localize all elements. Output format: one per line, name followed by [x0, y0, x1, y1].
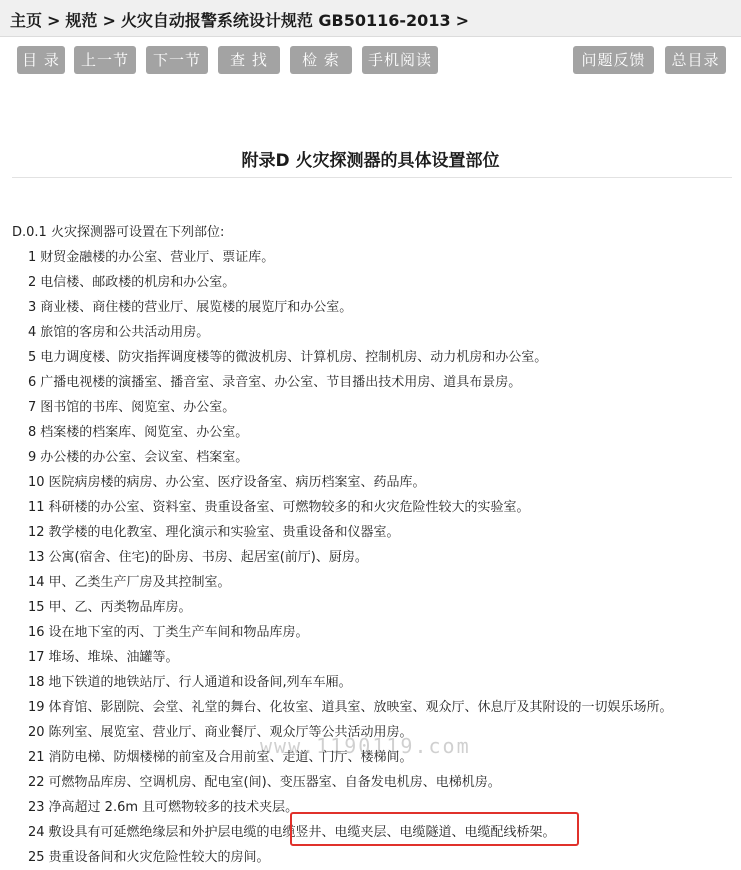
list-item-number: 19: [28, 700, 45, 715]
list-item-number: 23: [28, 800, 45, 815]
list-item-text: 财贸金融楼的办公室、营业厅、票证库。: [40, 250, 275, 265]
top-bar: [0, 0, 741, 37]
list-item-text: 消防电梯、防烟楼梯的前室及合用前室、走道、门厅、楼梯间。: [48, 750, 413, 765]
list-item-text: 设在地下室的丙、丁类生产车间和物品库房。: [48, 625, 309, 640]
list-item-text: 医院病房楼的病房、办公室、医疗设备室、病历档案室、药品库。: [48, 475, 426, 490]
list-item-number: 17: [28, 650, 45, 665]
list-item-number: 15: [28, 600, 45, 615]
list-item: [12, 470, 732, 495]
breadcrumb-document-link[interactable]: 火灾自动报警系统设计规范 GB50116-2013: [120, 11, 451, 30]
breadcrumb-separator: >: [102, 11, 116, 30]
list-item-number: 24: [28, 825, 45, 840]
list-item: [12, 445, 732, 470]
clause-intro: D.0.1 火灾探测器可设置在下列部位:: [12, 225, 225, 240]
list-item-number: 8: [28, 425, 37, 440]
breadcrumb-separator: >: [455, 11, 469, 30]
list-item: [12, 245, 732, 270]
article-content: [12, 220, 732, 870]
watermark: www.1190119.com: [260, 734, 471, 758]
list-item: [12, 420, 732, 445]
list-item: [12, 295, 732, 320]
toolbar: [0, 46, 741, 76]
list-item-text: 净高超过 2.6m 且可燃物较多的技术夹层。: [48, 800, 299, 815]
highlight-box: [290, 812, 579, 846]
master-toc-button[interactable]: 总目录: [665, 46, 726, 74]
list-item: [12, 595, 732, 620]
list-item-number: 13: [28, 550, 45, 565]
list-item-number: 3: [28, 300, 37, 315]
breadcrumb: [10, 8, 474, 31]
list-item: [12, 570, 732, 595]
list-item: [12, 670, 732, 695]
list-item: [12, 770, 732, 795]
list-item: [12, 645, 732, 670]
list-item-text: 甲、乙类生产厂房及其控制室。: [48, 575, 231, 590]
list-item-number: 21: [28, 750, 45, 765]
list-item: [12, 545, 732, 570]
breadcrumb-home-link[interactable]: 主页: [10, 11, 43, 30]
next-section-button[interactable]: 下一节: [146, 46, 208, 74]
list-item: [12, 320, 732, 345]
list-item-number: 4: [28, 325, 37, 340]
list-item-number: 20: [28, 725, 45, 740]
item-list: [12, 245, 732, 870]
page-title: 附录D 火灾探测器的具体设置部位: [241, 151, 500, 171]
search-button[interactable]: 检 索: [290, 46, 352, 74]
list-item: [12, 345, 732, 370]
list-item-number: 18: [28, 675, 45, 690]
list-item-number: 12: [28, 525, 45, 540]
list-item: [12, 495, 732, 520]
breadcrumb-separator: >: [47, 11, 61, 30]
list-item-number: 16: [28, 625, 45, 640]
breadcrumb-standards-link[interactable]: 规范: [65, 11, 98, 30]
list-item-text: 教学楼的电化教室、理化演示和实验室、贵重设备和仪器室。: [48, 525, 400, 540]
list-item-number: 25: [28, 850, 45, 865]
list-item-text: 办公楼的办公室、会议室、档案室。: [40, 450, 249, 465]
list-item-text: 地下铁道的地铁站厅、行人通道和设备间,列车车厢。: [48, 675, 352, 690]
list-item-text: 电力调度楼、防灾指挥调度楼等的微波机房、计算机房、控制机房、动力机房和办公室。: [40, 350, 548, 365]
list-item-text: 旅馆的客房和公共活动用房。: [40, 325, 210, 340]
title-divider: [12, 177, 732, 178]
list-item-number: 10: [28, 475, 45, 490]
list-item: [12, 720, 732, 745]
prev-section-button[interactable]: 上一节: [74, 46, 136, 74]
find-button[interactable]: 查 找: [218, 46, 280, 74]
list-item-text: 电信楼、邮政楼的机房和办公室。: [40, 275, 236, 290]
feedback-button[interactable]: 问题反馈: [573, 46, 654, 74]
list-item-number: 5: [28, 350, 37, 365]
list-item-text: 贵重设备间和火灾危险性较大的房间。: [48, 850, 270, 865]
list-item: [12, 370, 732, 395]
mobile-read-button[interactable]: 手机阅读: [362, 46, 438, 74]
list-item-text: 体育馆、影剧院、会堂、礼堂的舞台、化妆室、道具室、放映室、观众厅、休息厅及其附设的一切娱乐场所。: [48, 700, 673, 715]
list-item-number: 1: [28, 250, 37, 265]
list-item-number: 7: [28, 400, 37, 415]
list-item-text: 堆场、堆垛、油罐等。: [48, 650, 179, 665]
list-item-text: 图书馆的书库、阅览室、办公室。: [40, 400, 236, 415]
list-item-text: 甲、乙、丙类物品库房。: [48, 600, 192, 615]
list-item-text: 可燃物品库房、空调机房、配电室(间)、变压器室、自备发电机房、电梯机房。: [48, 775, 501, 790]
list-item-number: 2: [28, 275, 37, 290]
list-item-text: 商业楼、商住楼的营业厅、展览楼的展览厅和办公室。: [40, 300, 353, 315]
list-item-number: 11: [28, 500, 45, 515]
list-item: [12, 270, 732, 295]
list-item-text: 档案楼的档案库、阅览室、办公室。: [40, 425, 249, 440]
list-item: [12, 695, 732, 720]
list-item: [12, 845, 732, 870]
list-item-text: 科研楼的办公室、资料室、贵重设备室、可燃物较多的和火灾危险性较大的实验室。: [48, 500, 530, 515]
list-item: [12, 395, 732, 420]
list-item: [12, 620, 732, 645]
list-item-text: 敷设具有可延燃绝缘层和外护层电缆的电缆竖井、电缆夹层、电缆隧道、电缆配线桥架。: [48, 825, 556, 840]
list-item-text: 公寓(宿舍、住宅)的卧房、书房、起居室(前厅)、厨房。: [48, 550, 368, 565]
list-item-text: 广播电视楼的演播室、播音室、录音室、办公室、节目播出技术用房、道具布景房。: [40, 375, 522, 390]
toc-button[interactable]: 目 录: [17, 46, 65, 74]
list-item-number: 14: [28, 575, 45, 590]
list-item: [12, 745, 732, 770]
list-item-text: 陈列室、展览室、营业厅、商业餐厅、观众厅等公共活动用房。: [48, 725, 413, 740]
list-item-number: 9: [28, 450, 37, 465]
list-item-number: 6: [28, 375, 37, 390]
list-item: [12, 520, 732, 545]
list-item-number: 22: [28, 775, 45, 790]
